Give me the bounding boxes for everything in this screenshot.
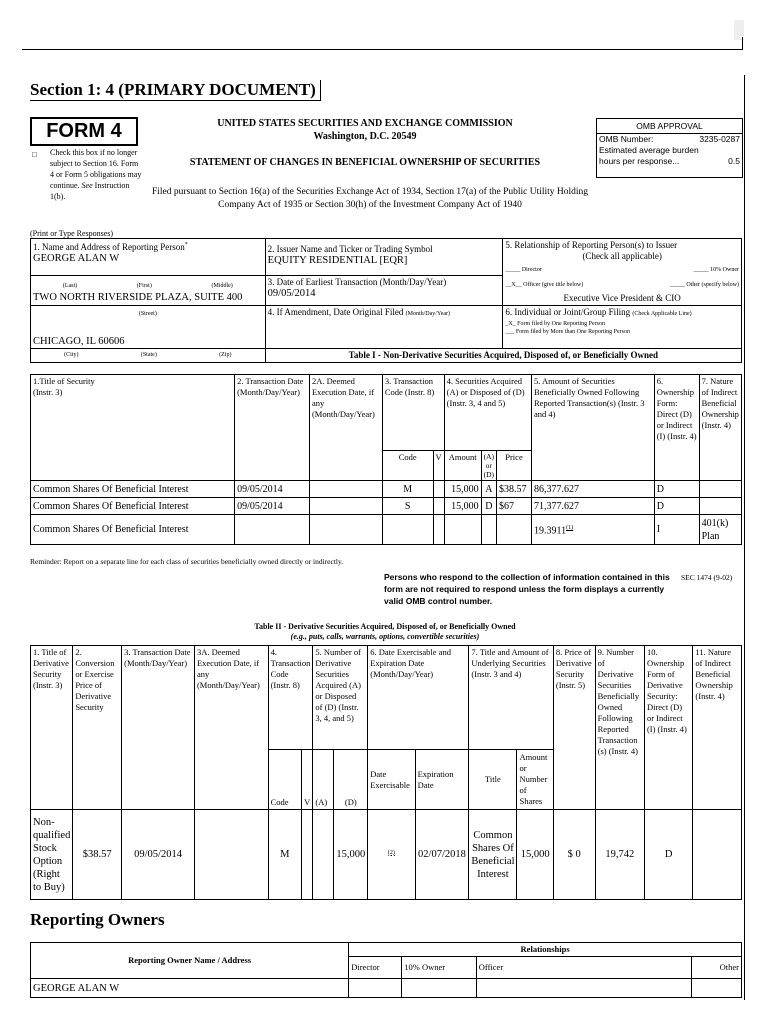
t1-r2-title: Common Shares Of Beneficial Interest bbox=[31, 515, 235, 545]
t2-r0-title: Non-qualified Stock Option (Right to Buy) bbox=[31, 810, 73, 900]
agency-header bbox=[170, 117, 560, 143]
t1-h-amount: Amount bbox=[444, 451, 481, 481]
section-title: Section 1: 4 (PRIMARY DOCUMENT) bbox=[30, 80, 321, 101]
t2-r0-owned: 19,742 bbox=[595, 810, 644, 900]
table2-title: Table II - Derivative Securities Acquired, Disposed of, or Beneficially Owned bbox=[254, 622, 516, 631]
street-caption: (Street) bbox=[138, 311, 157, 317]
t1-r1-price: $67 bbox=[497, 498, 532, 515]
ro-h-ten-pct: 10% Owner bbox=[402, 957, 477, 979]
reporting-owners-title: Reporting Owners bbox=[30, 910, 165, 929]
t1-h-nature: 7. Nature of Indirect Beneficial Ownership (Instr. 4) bbox=[699, 375, 741, 481]
t1-h-code-sub: Code bbox=[382, 451, 433, 481]
agency-location: Washington, D.C. 20549 bbox=[313, 131, 417, 142]
t1-r2-date bbox=[235, 515, 310, 545]
t2-h-title: 1. Title of Derivative Security (Instr. 3) bbox=[31, 646, 73, 810]
ro-h-other: Other bbox=[691, 957, 741, 979]
t1-r2-form: I bbox=[654, 515, 699, 545]
table-row bbox=[31, 515, 742, 545]
reporting-owners-table bbox=[30, 942, 742, 998]
t1-r0-title: Common Shares Of Beneficial Interest bbox=[31, 481, 235, 498]
omb-heading: OMB APPROVAL bbox=[597, 119, 742, 134]
relationship-label: 5. Relationship of Reporting Person(s) to Issuer bbox=[505, 240, 678, 250]
t1-h-title-instr: (Instr. 3) bbox=[33, 387, 63, 397]
t1-r1-deemed bbox=[309, 498, 382, 515]
t1-r2-deemed bbox=[309, 515, 382, 545]
t1-r1-amount: 15,000 bbox=[444, 498, 481, 515]
t1-r1-v bbox=[433, 498, 444, 515]
t2-r0-price: $38.57 bbox=[73, 810, 122, 900]
relationship-cell bbox=[503, 239, 742, 306]
t2-h-code: 4. Transaction Code (Instr. 8) bbox=[268, 646, 313, 750]
omb-number-value: 3235-0287 bbox=[699, 134, 740, 144]
relationship-director: _____ Director bbox=[505, 267, 542, 273]
filing-label: 6. Individual or Joint/Group Filing bbox=[505, 307, 631, 317]
t1-r0-date: 09/05/2014 bbox=[235, 481, 310, 498]
relationship-other: _____ Other (specify below) bbox=[669, 282, 739, 288]
t1-r0-owned: 86,377.627 bbox=[533, 483, 579, 495]
t1-r0-code: M bbox=[382, 481, 433, 498]
t1-h-title: 1.Title of Security bbox=[33, 376, 95, 386]
t2-h-v: V bbox=[302, 750, 313, 810]
reporting-person-mark: * bbox=[184, 242, 188, 248]
top-rule bbox=[22, 37, 743, 50]
t1-h-price: Price bbox=[497, 451, 532, 481]
t2-h-nature: 11. Nature of Indirect Beneficial Ownership (Instr. 4) bbox=[693, 646, 742, 810]
state-caption: (State) bbox=[140, 352, 157, 358]
table-row bbox=[31, 979, 742, 998]
statement-title: STATEMENT OF CHANGES IN BENEFICIAL OWNERSHIP OF SECURITIES bbox=[189, 157, 541, 168]
reminder-text: Reminder: Report on a separate line for each class of securities beneficially owned directly or indirectly. bbox=[30, 557, 344, 566]
t1-r2-price bbox=[497, 515, 532, 545]
filed-pursuant: Filed pursuant to Section 16(a) of the Securities Exchange Act of 1934, Section 17(a) of the Public Utility Holding Company Act of 1935 or Section 30(h) of the Investment Company Act of 1940 bbox=[151, 187, 589, 210]
t2-r0-deriv-price: $ 0 bbox=[553, 810, 595, 900]
t1-h-v: V bbox=[433, 451, 444, 481]
t2-r0-d: 15,000 bbox=[334, 810, 368, 900]
t2-h-dates: 6. Date Exercisable and Expiration Date (Month/Day/Year) bbox=[368, 646, 469, 750]
t2-r0-date: 09/05/2014 bbox=[122, 810, 195, 900]
table1-non-derivative bbox=[30, 374, 742, 545]
t1-r1-form: D bbox=[654, 498, 699, 515]
t2-r0-und-amount: 15,000 bbox=[517, 810, 553, 900]
t1-r2-amount bbox=[444, 515, 481, 545]
t2-h-date-ex: Date Exercisable bbox=[368, 750, 415, 810]
reporting-person-cell bbox=[31, 239, 266, 276]
reporting-person-name: GEORGE ALAN W bbox=[33, 253, 120, 264]
sec-code: SEC 1474 (9-02) bbox=[681, 573, 733, 582]
checkbox-icon[interactable]: □ bbox=[32, 150, 37, 159]
name-parts-cell bbox=[31, 276, 266, 306]
t2-h-deemed: 3A. Deemed Execution Date, if any (Month/Day/Year) bbox=[194, 646, 268, 810]
table1-title: Table I - Non-Derivative Securities Acquired, Disposed of, or Beneficially Owned bbox=[265, 349, 741, 363]
t1-r1-nature bbox=[699, 498, 741, 515]
t2-h-conversion: 2. Conversion or Exercise Price of Derivative Security bbox=[73, 646, 122, 810]
first-name-caption: (First) bbox=[136, 283, 152, 289]
t1-r1-title: Common Shares Of Beneficial Interest bbox=[31, 498, 235, 515]
t2-h-date: 3. Transaction Date (Month/Day/Year) bbox=[122, 646, 195, 810]
officer-title: Executive Vice President & CIO bbox=[563, 293, 681, 303]
t2-h-exp: Expiration Date bbox=[415, 750, 469, 810]
ro-h-director: Director bbox=[349, 957, 402, 979]
ro-r0-name: GEORGE ALAN W bbox=[31, 979, 349, 998]
t1-r0-nature bbox=[699, 481, 741, 498]
relationship-ten-pct: _____ 10% Owner bbox=[693, 267, 739, 273]
t1-r2-v bbox=[433, 515, 444, 545]
issuer-value: EQUITY RESIDENTIAL [EQR] bbox=[267, 255, 408, 266]
filing-label-small: (Check Applicable Line) bbox=[632, 311, 692, 317]
amendment-label: 4. If Amendment, Date Original Filed bbox=[267, 307, 404, 317]
t1-h-code: 3. Transaction Code (Instr. 8) bbox=[382, 375, 444, 451]
zip-caption: (Zip) bbox=[219, 352, 232, 358]
form-label: FORM 4 bbox=[30, 117, 138, 146]
t1-h-date: 2. Transaction Date (Month/Day/Year) bbox=[235, 375, 310, 481]
omb-number-label: OMB Number: bbox=[599, 134, 654, 144]
t2-h-code-sub: Code bbox=[268, 750, 302, 810]
t2-h-d: (D) bbox=[334, 750, 368, 810]
t1-r0-ad: A bbox=[481, 481, 496, 498]
table-row bbox=[31, 810, 742, 900]
city-state-zip-cell bbox=[31, 349, 266, 363]
relationship-sub: (Check all applicable) bbox=[582, 251, 662, 261]
footnote-link-1[interactable]: (1) bbox=[566, 524, 574, 531]
table-row bbox=[31, 481, 742, 498]
reporting-info-table bbox=[30, 238, 742, 363]
t2-h-number: 5. Number of Derivative Securities Acquired (A) or Disposed of (D) (Instr. 3, 4, and 5) bbox=[313, 646, 368, 750]
t2-r0-deemed bbox=[194, 810, 268, 900]
t1-h-form: 6. Ownership Form: Direct (D) or Indirect (I) (Instr. 4) bbox=[654, 375, 699, 481]
persons-notice: Persons who respond to the collection of information contained in this form are not required to respond unless the form displays a currently valid OMB control number. bbox=[384, 572, 670, 606]
t1-r0-form: D bbox=[654, 481, 699, 498]
t2-h-form: 10. Ownership Form of Derivative Security: Direct (D) or Indirect (I) (Instr. 4) bbox=[644, 646, 692, 810]
t1-r1-owned: 71,377.627 bbox=[533, 500, 579, 512]
filing-more: ___ Form filed by More than One Reporting Person bbox=[505, 329, 630, 335]
t1-h-owned: 5. Amount of Securities Beneficially Owned Following Reported Transaction(s) (Instr. 3 and 4) bbox=[531, 375, 654, 481]
t1-h-aord: (A) or (D) bbox=[481, 451, 496, 481]
t2-r0-v bbox=[302, 810, 313, 900]
reporting-person-label: 1. Name and Address of Reporting Person bbox=[33, 242, 185, 252]
table2-derivative bbox=[30, 645, 742, 900]
t1-r1-date: 09/05/2014 bbox=[235, 498, 310, 515]
amendment-cell bbox=[265, 306, 503, 349]
relationship-officer: __X__ Officer (give title below) bbox=[505, 282, 584, 288]
t1-r2-nature: 401(k) Plan bbox=[699, 515, 741, 545]
t2-r0-form: D bbox=[644, 810, 692, 900]
issuer-label: 2. Issuer Name and Ticker or Trading Symbol bbox=[267, 244, 433, 254]
t2-r0-und-title: Common Shares Of Beneficial Interest bbox=[469, 810, 517, 900]
t2-r0-a bbox=[313, 810, 334, 900]
t2-h-underlying: 7. Title and Amount of Underlying Securities (Instr. 3 and 4) bbox=[469, 646, 554, 750]
t1-r0-price: $38.57 bbox=[497, 481, 532, 498]
ro-h-officer: Officer bbox=[476, 957, 691, 979]
checkbox-see: See bbox=[81, 181, 93, 190]
t2-r0-nature bbox=[693, 810, 742, 900]
t1-h-securities: 4. Securities Acquired (A) or Disposed of (D) (Instr. 3, 4 and 5) bbox=[444, 375, 531, 451]
street-value: TWO NORTH RIVERSIDE PLAZA, SUITE 400 bbox=[33, 292, 243, 303]
city-caption: (City) bbox=[64, 352, 79, 358]
t2-h-und-title: Title bbox=[469, 750, 517, 810]
t1-r0-v bbox=[433, 481, 444, 498]
omb-approval-box bbox=[596, 118, 743, 178]
checkbox-instruction: Instruction 1(b). bbox=[50, 181, 130, 201]
checkbox-text: Check this box if no longer subject to Section 16. Form 4 or Form 5 obligations may continue. bbox=[50, 148, 142, 190]
city-value: CHICAGO, IL 60606 bbox=[33, 336, 125, 347]
earliest-date-label: 3. Date of Earliest Transaction (Month/Day/Year) bbox=[267, 277, 447, 287]
t2-r0-code: M bbox=[268, 810, 302, 900]
agency-name: UNITED STATES SECURITIES AND EXCHANGE COMMISSION bbox=[217, 118, 513, 129]
t2-h-price: 8. Price of Derivative Security (Instr. 5) bbox=[553, 646, 595, 810]
issuer-cell bbox=[265, 239, 503, 276]
t2-h-owned: 9. Number of Derivative Securities Beneficially Owned Following Reported Transaction (s) (Instr. 4) bbox=[595, 646, 644, 810]
t1-r2-ad bbox=[481, 515, 496, 545]
t1-r0-deemed bbox=[309, 481, 382, 498]
t1-r0-amount: 15,000 bbox=[444, 481, 481, 498]
t2-r0-expiration: 02/07/2018 bbox=[415, 810, 469, 900]
t2-h-amount-num: Amount or Number of Shares bbox=[517, 750, 553, 810]
filing-one: _X_ Form filed by One Reporting Person bbox=[505, 321, 605, 327]
t1-r1-code: S bbox=[382, 498, 433, 515]
table2-subtitle: (e.g., puts, calls, warrants, options, convertible securities) bbox=[290, 632, 480, 641]
middle-name-caption: (Middle) bbox=[211, 283, 233, 289]
omb-hours-value: 0.5 bbox=[728, 156, 740, 166]
section16-checkbox-note bbox=[32, 147, 142, 202]
table2-title-block bbox=[200, 622, 570, 642]
t1-r1-ad: D bbox=[481, 498, 496, 515]
earliest-date-value: 09/05/2014 bbox=[267, 288, 316, 299]
t1-r2-owned: 19.3911 bbox=[533, 525, 567, 537]
t2-h-a: (A) bbox=[313, 750, 334, 810]
earliest-date-cell bbox=[265, 276, 503, 306]
ro-h-relationships: Relationships bbox=[349, 943, 742, 957]
print-type-note: (Print or Type Responses) bbox=[30, 229, 114, 238]
omb-burden-label: Estimated average burden bbox=[599, 145, 699, 155]
filing-cell bbox=[503, 306, 742, 349]
table-row bbox=[31, 498, 742, 515]
footnote-link-2[interactable]: (2) bbox=[387, 849, 395, 856]
street-city-cell bbox=[31, 306, 266, 349]
t1-r2-code bbox=[382, 515, 433, 545]
last-name-caption: (Last) bbox=[62, 283, 78, 289]
t1-h-deemed: 2A. Deemed Execution Date, if any (Month/Day/Year) bbox=[309, 375, 382, 481]
ro-h-name: Reporting Owner Name / Address bbox=[31, 943, 349, 979]
omb-hours-label: hours per response... bbox=[599, 156, 680, 166]
amendment-label-small: (Month/Day/Year) bbox=[405, 311, 451, 317]
